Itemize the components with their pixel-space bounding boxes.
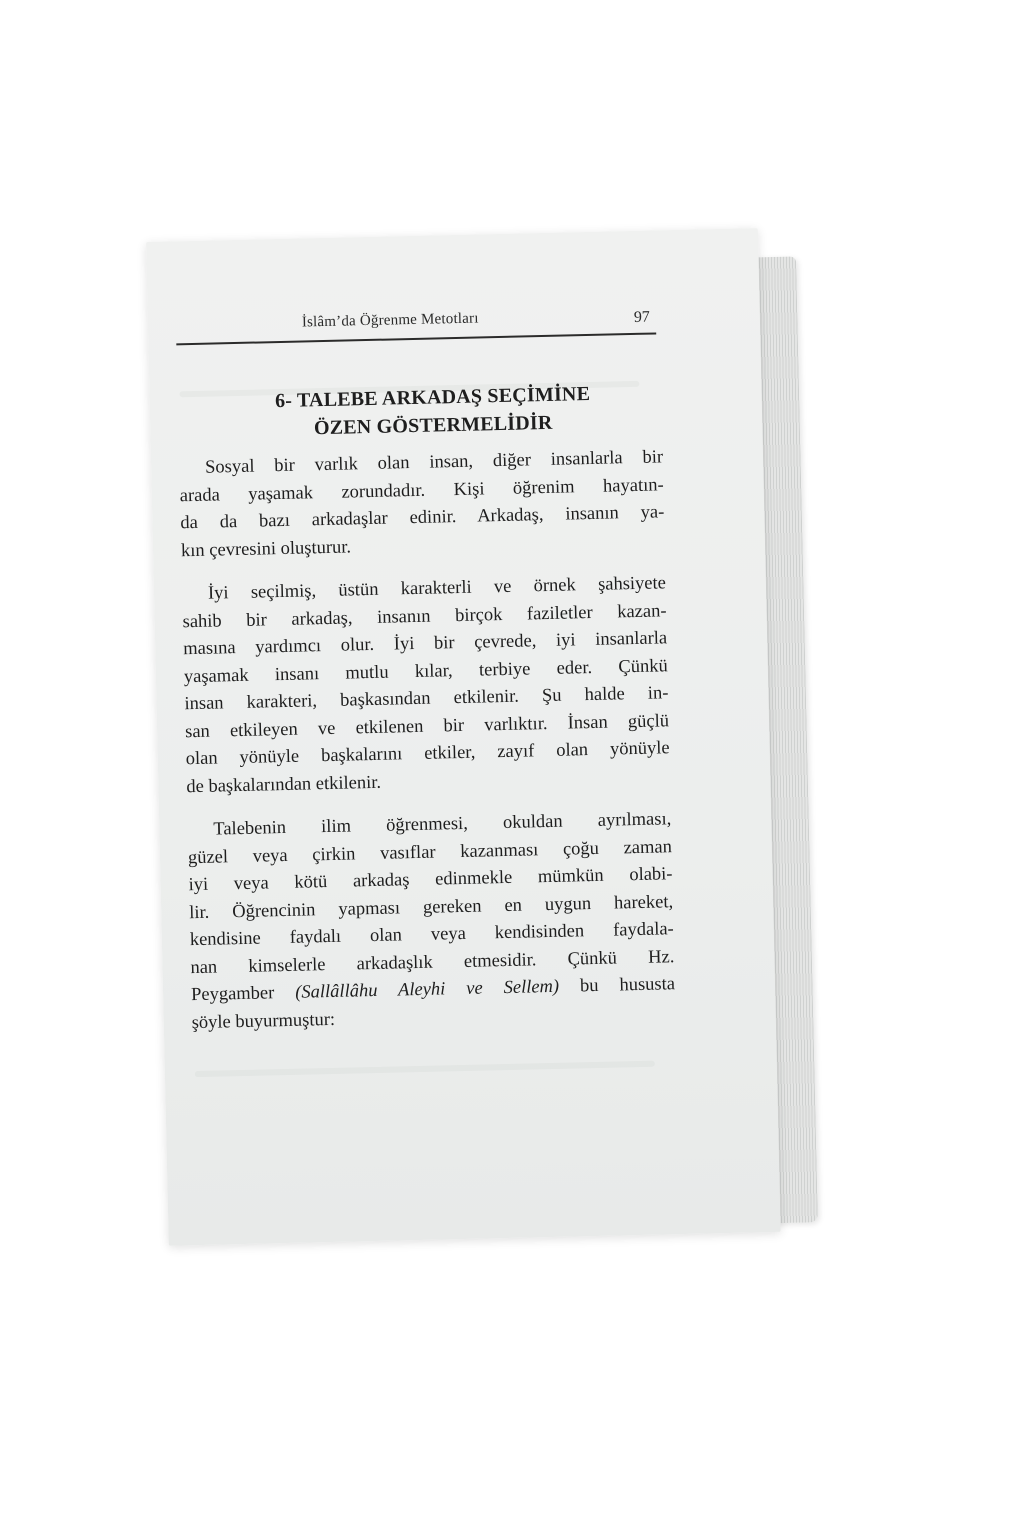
section-heading [187, 378, 678, 445]
page-number: 97 [633, 308, 651, 326]
paragraph-line: san etkileyen ve etkilenen bir varlıktır. İnsan güçlü [184, 710, 670, 742]
paragraph-1 [179, 444, 665, 565]
paragraph-line: nan kimselerle arkadaşlık etmesidir. Çünkü Hz. [190, 946, 675, 978]
running-head-title: İslâm’da Öğrenme Metotları [301, 310, 479, 331]
paragraph-line: sahib bir arkadaş, insanın birçok faziletler kazan- [182, 600, 667, 632]
paragraph-line: de başkalarından etkilenir. [186, 772, 382, 797]
paragraph-line: olan yönüyle başkalarını etkiler, zayıf olan yönüyle [185, 738, 670, 770]
paragraph-line: kın çevresini oluşturur. [180, 536, 352, 561]
paragraph-line: Sosyal bir varlık olan insan, diğer insanlarla bir [204, 447, 664, 478]
paragraph-line: da da bazı arkadaşlar edinir. Arkadaş, insanın ya- [180, 502, 665, 534]
page-content [176, 300, 676, 1037]
honorific-italic: (Sallâllâhu Aleyhi ve Sellem) [295, 976, 560, 1003]
text-segment: bu hususta [558, 974, 676, 997]
paragraph-3 [187, 806, 676, 1037]
section-heading-line-1: 6- TALEBE ARKADAŞ SEÇİMİNE [274, 382, 591, 413]
show-through-line [195, 1061, 655, 1077]
paragraph-line: şöyle buyurmuştur: [191, 1009, 336, 1033]
paragraph-line: masına yardımcı olur. İyi bir çevrede, iyi insanlarla [183, 628, 668, 660]
paragraph-line: iyi veya kötü arkadaş edinmekle mümkün olabi- [188, 864, 673, 896]
paragraph-line: Talebenin ilim öğrenmesi, okuldan ayrılması, [213, 809, 672, 840]
section-heading-line-2: ÖZEN GÖSTERMELİDİR [313, 411, 553, 440]
paragraph-line: arada yaşamak zorundadır. Kişi öğrenim hayatın- [179, 474, 664, 506]
paragraph-2 [182, 570, 671, 801]
paragraph-line: yaşamak insanı mutlu kılar, terbiye eder. Çünkü [183, 655, 668, 687]
paragraph-line: kendisine faydalı olan veya kendisinden faydala- [189, 919, 674, 951]
paragraph-line: lir. Öğrencinin yapması gereken en uygun hareket, [189, 891, 674, 923]
paragraph-line: insan karakteri, başkasından etkilenir. Şu halde in- [184, 683, 669, 715]
text-segment: Peygamber [190, 982, 296, 1006]
paragraph-line: güzel veya çirkin vasıflar kazanması çoğu zaman [187, 836, 673, 868]
paragraph-line: İyi seçilmiş, üstün karakterli ve örnek şahsiyete [207, 573, 667, 604]
book-page [146, 228, 781, 1246]
